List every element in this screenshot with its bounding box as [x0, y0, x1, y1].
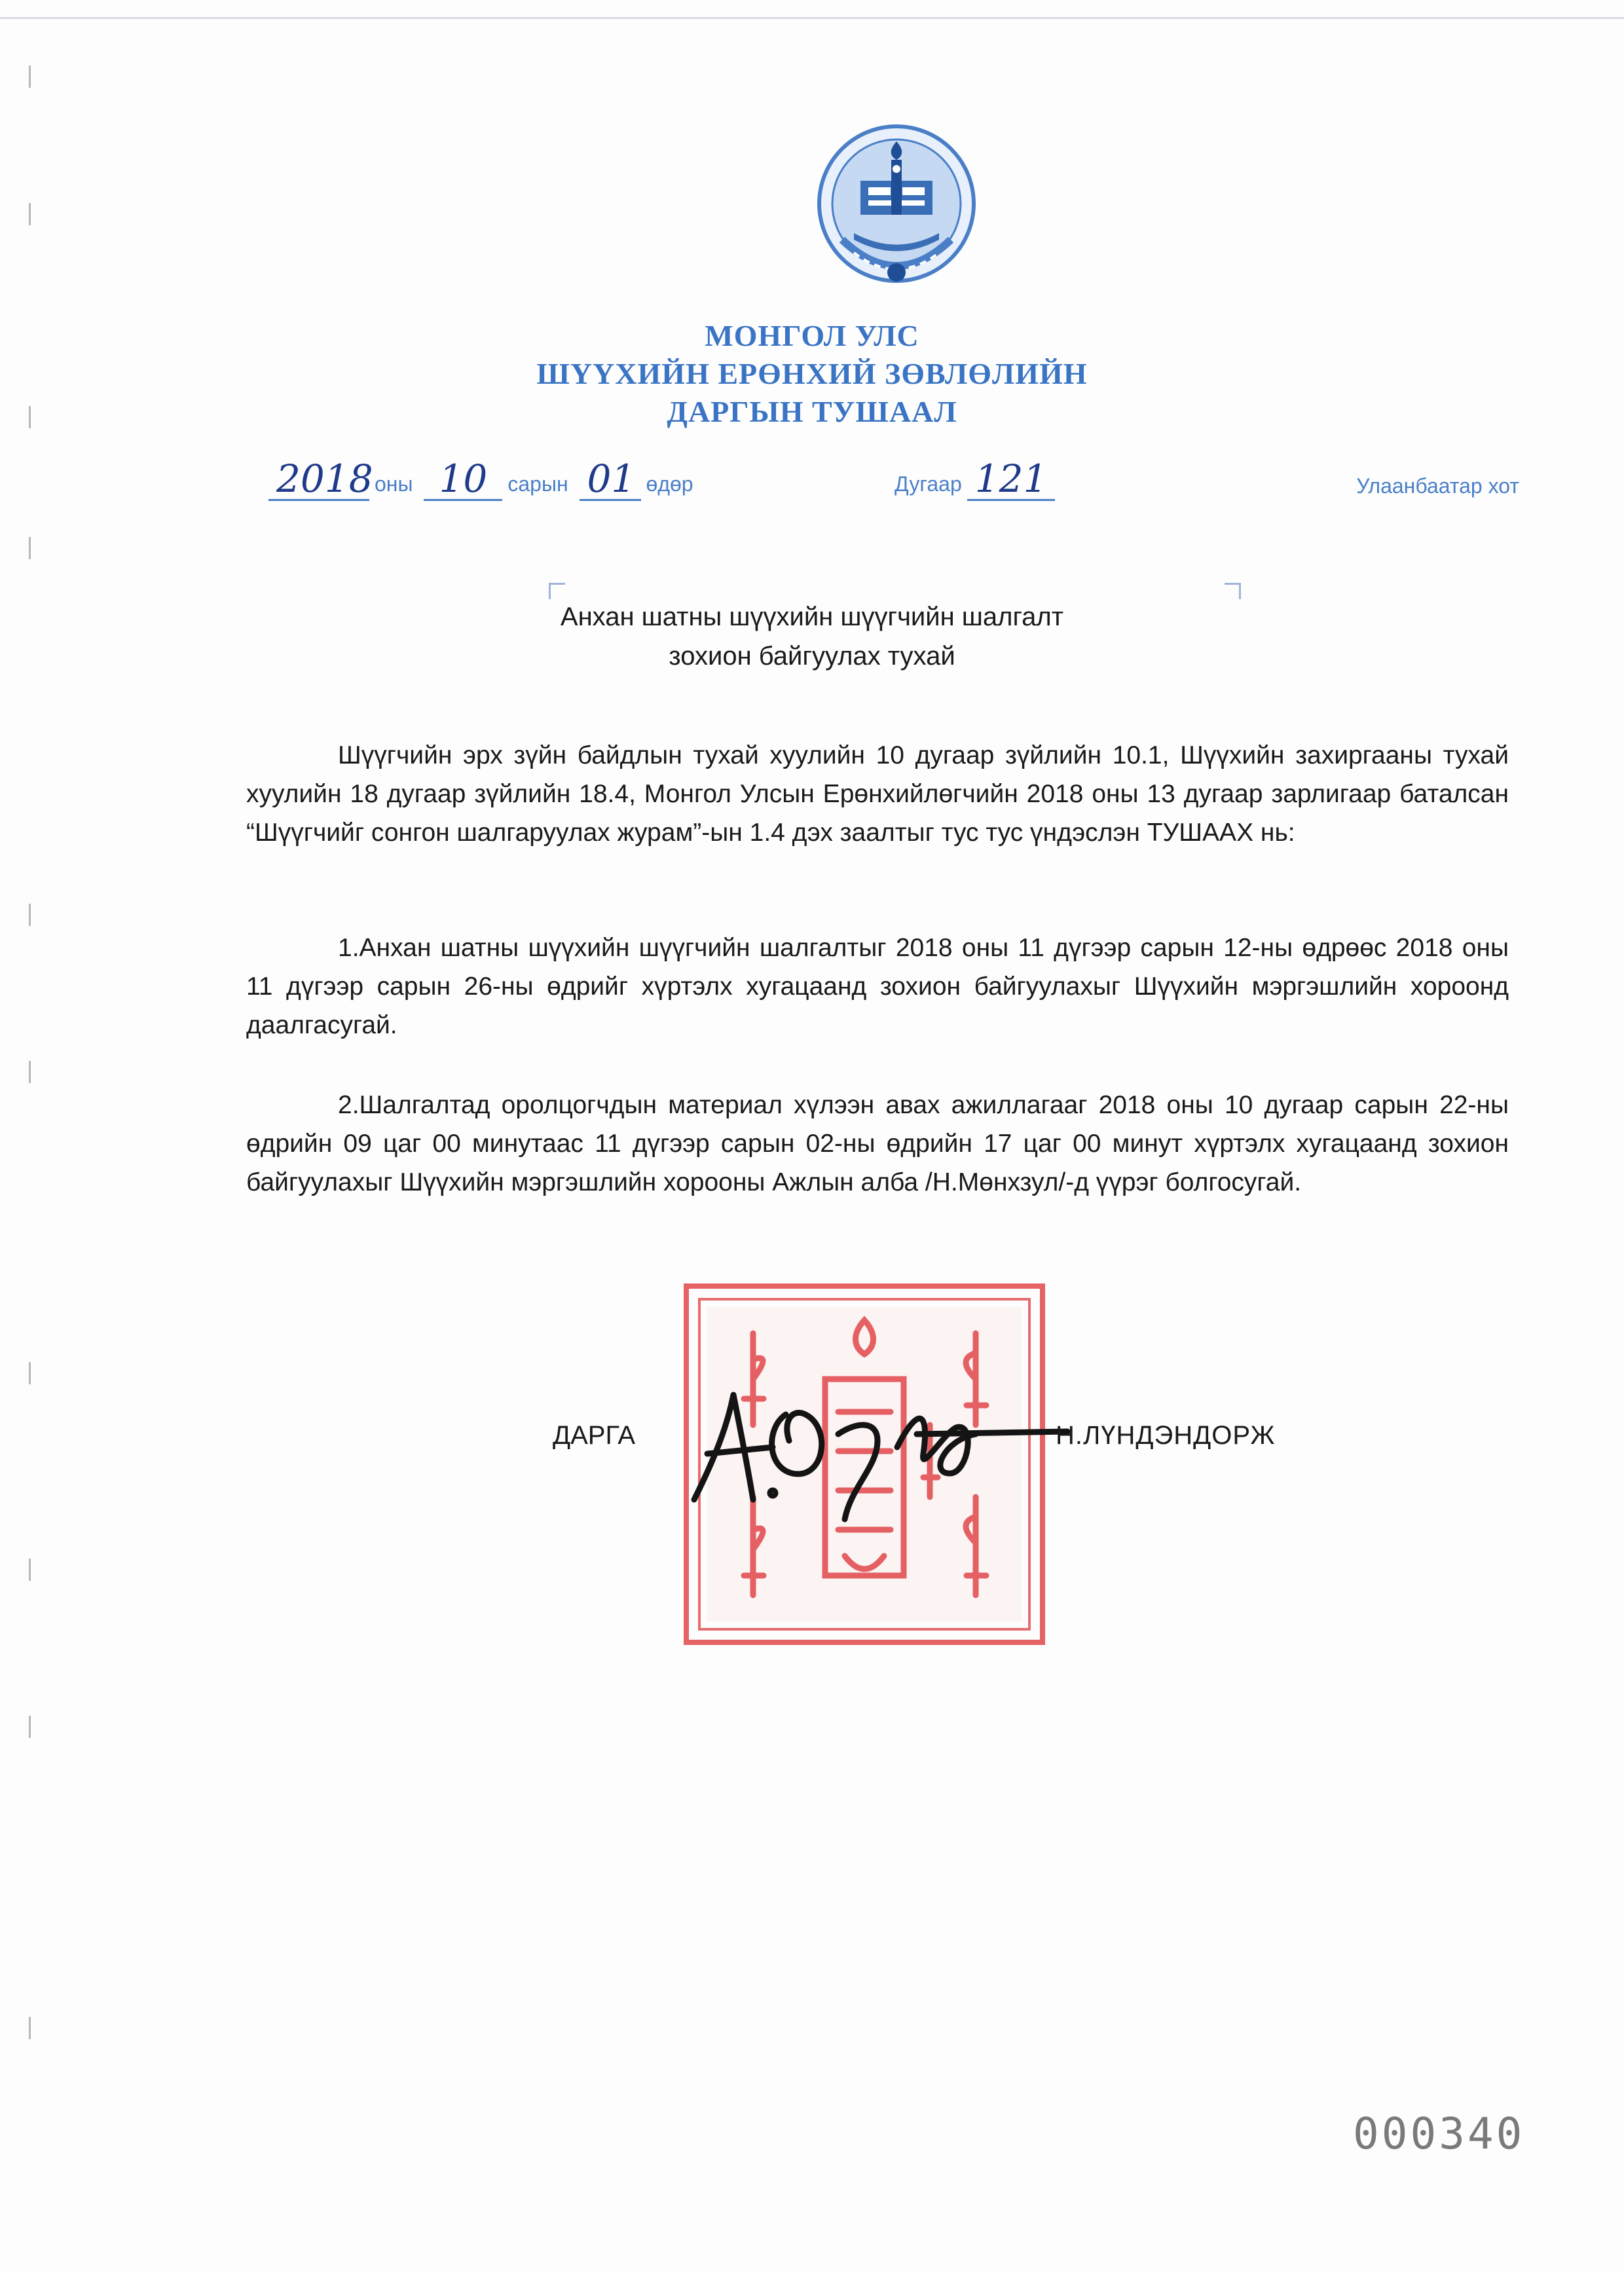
- document-header: [0, 317, 1624, 431]
- header-order-title: ДАРГЫН ТУШААЛ: [667, 395, 957, 428]
- top-edge-line: [0, 17, 1624, 19]
- handwritten-signature: [668, 1369, 1074, 1526]
- signatory-name: Н.ЛҮНДЭНДОРЖ: [1056, 1421, 1276, 1450]
- order-number-label: Дугаар: [895, 472, 962, 496]
- date-day-label: өдөр: [646, 472, 693, 496]
- body-paragraph-2: 1.Анхан шатны шүүхийн шүүгчийн шалгалтыг 2018 оны 11 дүгээр сарын 12-ны өдрөөс 2018 оны 11 дүгээр сарын 26-ны өдрийг хүртэлх хугацаанд зохион байгуулахыг Шүүхийн мэргэшлийн хороонд даалгасугай.: [246, 934, 1509, 1039]
- order-number-field: [889, 458, 1055, 504]
- date-day: 01: [580, 458, 641, 501]
- date-month: 10: [424, 458, 502, 501]
- document-serial-number: 000340: [1353, 2109, 1525, 2159]
- order-number: 121: [967, 458, 1055, 501]
- place-of-issue: Улаанбаатар хот: [1356, 474, 1519, 498]
- body-paragraph-3: 2.Шалгалтад оролцогчдын материал хүлээн авах ажиллагааг 2018 оны 10 дугаар сарын 22-ны өдрийн 09 цаг 00 минутаас 11 дүгээр сарын 02-ны өдрийн 17 цаг 00 минут хүртэлх хугацаанд зохион байгуулахыг Шүүхийн мэргэшлийн хорооны Ажлын алба /Н.Мөнхзул/-д үүрэг болгосугай.: [246, 1091, 1509, 1196]
- order-subject: [0, 597, 1624, 676]
- subject-line-2: зохион байгуулах тухай: [669, 642, 955, 671]
- header-council: ШҮҮХИЙН ЕРӨНХИЙ ЗӨВЛӨЛИЙН: [536, 357, 1088, 390]
- header-country: МОНГОЛ УЛС: [705, 319, 919, 352]
- date-year-label: оны: [375, 472, 413, 496]
- date-year: 2018: [268, 458, 369, 501]
- signatory-title: ДАРГА: [553, 1421, 636, 1450]
- subject-line-1: Анхан шатны шүүхийн шүүгчийн шалгалт: [560, 602, 1064, 631]
- date-field: [268, 458, 699, 504]
- body-paragraph-1: Шүүгчийн эрх зүйн байдлын тухай хуулийн 10 дугаар зүйлийн 10.1, Шүүхийн захиргааны тухай хуулийн 18 дугаар зүйлийн 18.4, Монгол Улсын Ерөнхийлөгчийн 2018 оны 13 дугаар зарлигаар баталсан “Шүүгчийг сонгон шалгаруулах журам”-ын 1.4 дэх заалтыг тус тус үндэслэн ТУШААХ нь:: [246, 741, 1509, 847]
- state-emblem-icon: [815, 122, 978, 302]
- date-month-label: сарын: [507, 472, 568, 496]
